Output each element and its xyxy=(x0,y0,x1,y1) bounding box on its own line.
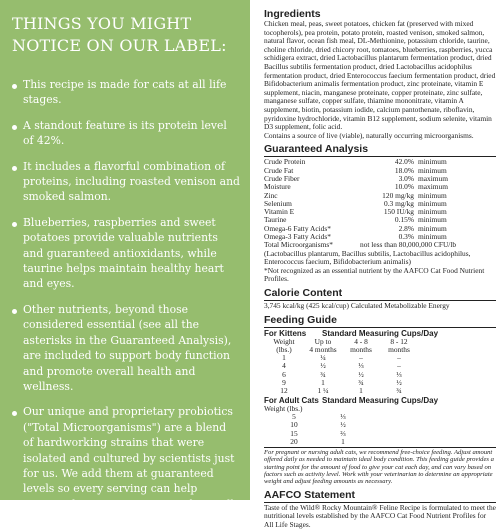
kitten-cell: 4 xyxy=(282,361,286,371)
analysis-row xyxy=(264,175,494,183)
bullet-dot-icon xyxy=(12,222,20,227)
analysis-value: 2.8% xyxy=(398,223,414,233)
adult-row xyxy=(264,438,362,446)
callout-bullet xyxy=(12,302,240,394)
guaranteed-analysis-table xyxy=(264,158,494,241)
adult-col-header: Weight (lbs.) xyxy=(264,403,303,413)
kitten-col-header: 4 months xyxy=(309,344,337,354)
callout-bullet-text: This recipe is made for cats at all life stages. xyxy=(23,78,227,107)
analysis-unit: minimum xyxy=(418,207,447,217)
analysis-row xyxy=(264,192,494,200)
callout-panel xyxy=(0,0,250,527)
aafco-text: Taste of the Wild® Rocky Mountain® Feline Recipe is formulated to meet the nutritional levels established by the AAFCO Cat Food Nutrient Profiles for All Life Stages. xyxy=(264,502,496,529)
bullet-dot-icon xyxy=(12,309,20,314)
kitten-row xyxy=(264,387,418,395)
calorie-text: 3,745 kcal/kg (425 kcal/cup) Calculated Metabolizable Energy xyxy=(264,300,450,310)
kitten-col-header: Weight xyxy=(273,336,295,346)
analysis-unit: minimum xyxy=(418,215,447,225)
adult-cell: 1 xyxy=(341,436,345,446)
analysis-unit: minimum xyxy=(418,231,447,241)
section-divider xyxy=(264,327,496,328)
callout-bullet-text: Our unique and proprietary probiotics ("Total Microorganisms") are a blend of hardworking strains that were isolated and cultured by scientists just for us. We add them at guaranteed levels so every serving can help support digestive, immune and overall health. xyxy=(23,405,235,527)
kitten-cell: 12 xyxy=(280,386,288,396)
adult-cell: ½ xyxy=(340,420,346,430)
kitten-col-header: 4 - 8 xyxy=(354,336,368,346)
analysis-value: 120 mg/kg xyxy=(382,190,414,200)
analysis-unit: maximum xyxy=(418,182,448,192)
analysis-row xyxy=(264,200,494,208)
analysis-name: Crude Fat xyxy=(264,165,294,175)
kittens-feeding-table xyxy=(264,338,418,396)
callout-heading xyxy=(12,13,240,57)
bullet-dot-icon xyxy=(12,125,20,130)
kitten-col-header: months xyxy=(388,344,410,354)
microorganisms-value: not less than 80,000,000 CFU/lb xyxy=(360,240,457,250)
adult-cell: 5 xyxy=(292,411,296,421)
kitten-col-header: (lbs.) xyxy=(276,344,292,354)
analysis-name: Taurine xyxy=(264,215,287,225)
adult-row xyxy=(264,430,362,438)
callout-bullet-text: Other nutrients, beyond those considered essential (see all the asterisks in the Guaranteed Analysis), are included to support body function and promote overall health and wellness. xyxy=(23,302,232,393)
kitten-cell: ⅓ xyxy=(396,369,402,379)
kitten-cell: ¾ xyxy=(320,369,326,379)
kitten-row xyxy=(264,371,418,379)
adults-label: For Adult Cats xyxy=(264,395,319,405)
analysis-row xyxy=(264,158,494,166)
analysis-row xyxy=(264,183,494,191)
kittens-header xyxy=(264,329,496,338)
bullet-dot-icon xyxy=(12,411,20,416)
calorie-title: Calorie Content xyxy=(264,286,343,299)
analysis-name: Moisture xyxy=(264,182,291,192)
analysis-value: 18.0% xyxy=(394,165,414,175)
kitten-col-header: Up to xyxy=(314,336,332,346)
callout-bullet xyxy=(12,118,240,149)
kitten-cell: – xyxy=(359,353,363,363)
analysis-value: 0.3% xyxy=(398,231,414,241)
standard-cups-label: Standard Measuring Cups/Day xyxy=(322,328,439,338)
aafco-title: AAFCO Statement xyxy=(264,488,356,501)
analysis-name: Zinc xyxy=(264,190,278,200)
ingredients-text: Chicken meal, peas, sweet potatoes, chicken fat (preserved with mixed tocopherols), pea protein, potato protein, roasted venison, smoked salmon, natural flavor, ocean fish meal, DL-Methionine, potassium chloride, taurine, choline chloride, dried chicory root, tomatoes, blueberries, raspberries, yucca schidigera extract, dried Lactobacillus plantarum fermentation product, dried Bacillus subtilis fermentation product, dried Lactobacillus acidophilus fermentation product, dried Enterococcus faecium fermentation product, dried Bifidobacterium animalis fermentation product, zinc proteinate, vitamin E supplement, niacin, manganese proteinate, copper proteinate, zinc sulfate, manganese sulfate, copper sulfate, thiamine mononitrate, vitamin A supplement, biotin, potassium iodide, calcium pantothenate, riboflavin, pyridoxine hydrochloride, vitamin B12 supplement, sodium selenite, vitamin D3 supplement, folic acid. xyxy=(264,19,496,132)
callout-bullet-text: Blueberries, raspberries and sweet potatoes provide valuable nutrients and guaranteed antioxidants, while taurine helps maintain healthy heart and eyes. xyxy=(23,215,224,291)
analysis-name: Omega-3 Fatty Acids* xyxy=(264,231,331,241)
kitten-cell: ½ xyxy=(396,378,402,388)
kitten-cell: ½ xyxy=(320,361,326,371)
adult-cell: ⅔ xyxy=(340,428,346,438)
analysis-value: 42.0% xyxy=(394,157,414,167)
ingredients-title: Ingredients xyxy=(264,8,321,20)
adult-cell: 10 xyxy=(290,420,298,430)
feeding-title: Feeding Guide xyxy=(264,313,337,326)
aafco-section xyxy=(264,489,496,529)
kitten-cell: 1 xyxy=(359,386,363,396)
adult-row xyxy=(264,413,362,421)
standard-cups-label: Standard Measuring Cups/Day xyxy=(322,395,439,405)
adult-cell: 15 xyxy=(290,428,298,438)
analysis-unit: minimum xyxy=(418,190,447,200)
adult-cell: 20 xyxy=(290,436,298,446)
guaranteed-analysis-section xyxy=(264,143,496,284)
analysis-name: Omega-6 Fatty Acids* xyxy=(264,223,331,233)
analysis-footnote: *Not recognized as an essential nutrient by the AAFCO Cat Food Nutrient Profiles. xyxy=(264,265,485,284)
analysis-row xyxy=(264,208,494,216)
callout-bullet-text: A standout feature is its protein level of 42%. xyxy=(23,118,227,148)
adult-row xyxy=(264,421,362,429)
kitten-col-header: 8 - 12 xyxy=(390,336,408,346)
callout-bullet xyxy=(12,215,240,292)
microorganisms-label: Total Microorganisms* xyxy=(264,240,333,250)
analysis-value: 0.15% xyxy=(394,215,414,225)
feeding-note: For pregnant or nursing adult cats, we recommend free-choice feeding. Adjust amount offered daily as needed to maintain ideal body condition. This feeding guide provides a starting point for the amount of food to give your cat each day, and can vary based on factors such as activity level. Work with your veterinarian to determine an appropriate weight and adjust feeding amounts as necessary. xyxy=(264,449,494,486)
callout-bullet xyxy=(12,77,240,108)
kitten-cell: 1 xyxy=(282,353,286,363)
kitten-cell: 9 xyxy=(282,378,286,388)
analysis-name: Selenium xyxy=(264,198,292,208)
kitten-cell: – xyxy=(397,361,401,371)
kitten-cell: 1 ¼ xyxy=(317,386,329,396)
callout-bullet xyxy=(12,404,240,527)
kitten-col-header: months xyxy=(350,344,372,354)
analysis-name: Vitamin E xyxy=(264,207,295,217)
label-panel xyxy=(264,8,496,529)
analysis-value: 3.0% xyxy=(398,173,414,183)
kitten-cell: ⅓ xyxy=(358,361,364,371)
kitten-cell: 1 xyxy=(321,378,325,388)
kitten-row xyxy=(264,362,418,370)
analysis-name: Crude Protein xyxy=(264,157,306,167)
kitten-cell: ¾ xyxy=(358,378,364,388)
callout-heading-line1: THINGS YOU MIGHT xyxy=(12,14,192,33)
feeding-section xyxy=(264,314,496,486)
kittens-label: For Kittens xyxy=(264,328,307,338)
analysis-unit: minimum xyxy=(418,223,447,233)
kitten-row xyxy=(264,354,418,362)
bullet-dot-icon xyxy=(12,166,20,171)
section-divider xyxy=(264,447,496,448)
kitten-cell: ¼ xyxy=(320,353,326,363)
kitten-cell: – xyxy=(397,353,401,363)
microorganisms-strains: (Lactobacillus plantarum, Bacillus subtilis, Lactobacillus acidophilus, Enterococcus faecium, Bifidobacterium animalis) xyxy=(264,248,471,267)
analysis-value: 150 IU/kg xyxy=(383,207,414,217)
analysis-unit: minimum xyxy=(418,165,447,175)
callout-bullet-text: It includes a flavorful combination of proteins, including roasted venison and smoked salmon. xyxy=(23,159,240,204)
analysis-value: 10.0% xyxy=(394,182,414,192)
bullet-dot-icon xyxy=(12,84,20,89)
calorie-section xyxy=(264,287,496,311)
adults-feeding-table xyxy=(264,405,362,446)
adult-cell: ⅓ xyxy=(340,411,346,421)
ingredients-note: Contains a source of live (viable), naturally occurring microorganisms. xyxy=(264,130,474,140)
callout-bullet xyxy=(12,159,240,205)
section-divider xyxy=(264,502,496,503)
kitten-cell: ½ xyxy=(358,369,364,379)
analysis-unit: minimum xyxy=(418,157,447,167)
kitten-cell: 6 xyxy=(282,369,286,379)
analysis-unit: maximum xyxy=(418,173,448,183)
analysis-unit: minimum xyxy=(418,198,447,208)
analysis-value: 0.3 mg/kg xyxy=(384,198,414,208)
callout-heading-line2: NOTICE ON OUR LABEL: xyxy=(12,36,227,55)
kitten-cell: ¾ xyxy=(396,386,402,396)
analysis-name: Crude Fiber xyxy=(264,173,300,183)
guaranteed-analysis-title: Guaranteed Analysis xyxy=(264,143,369,156)
